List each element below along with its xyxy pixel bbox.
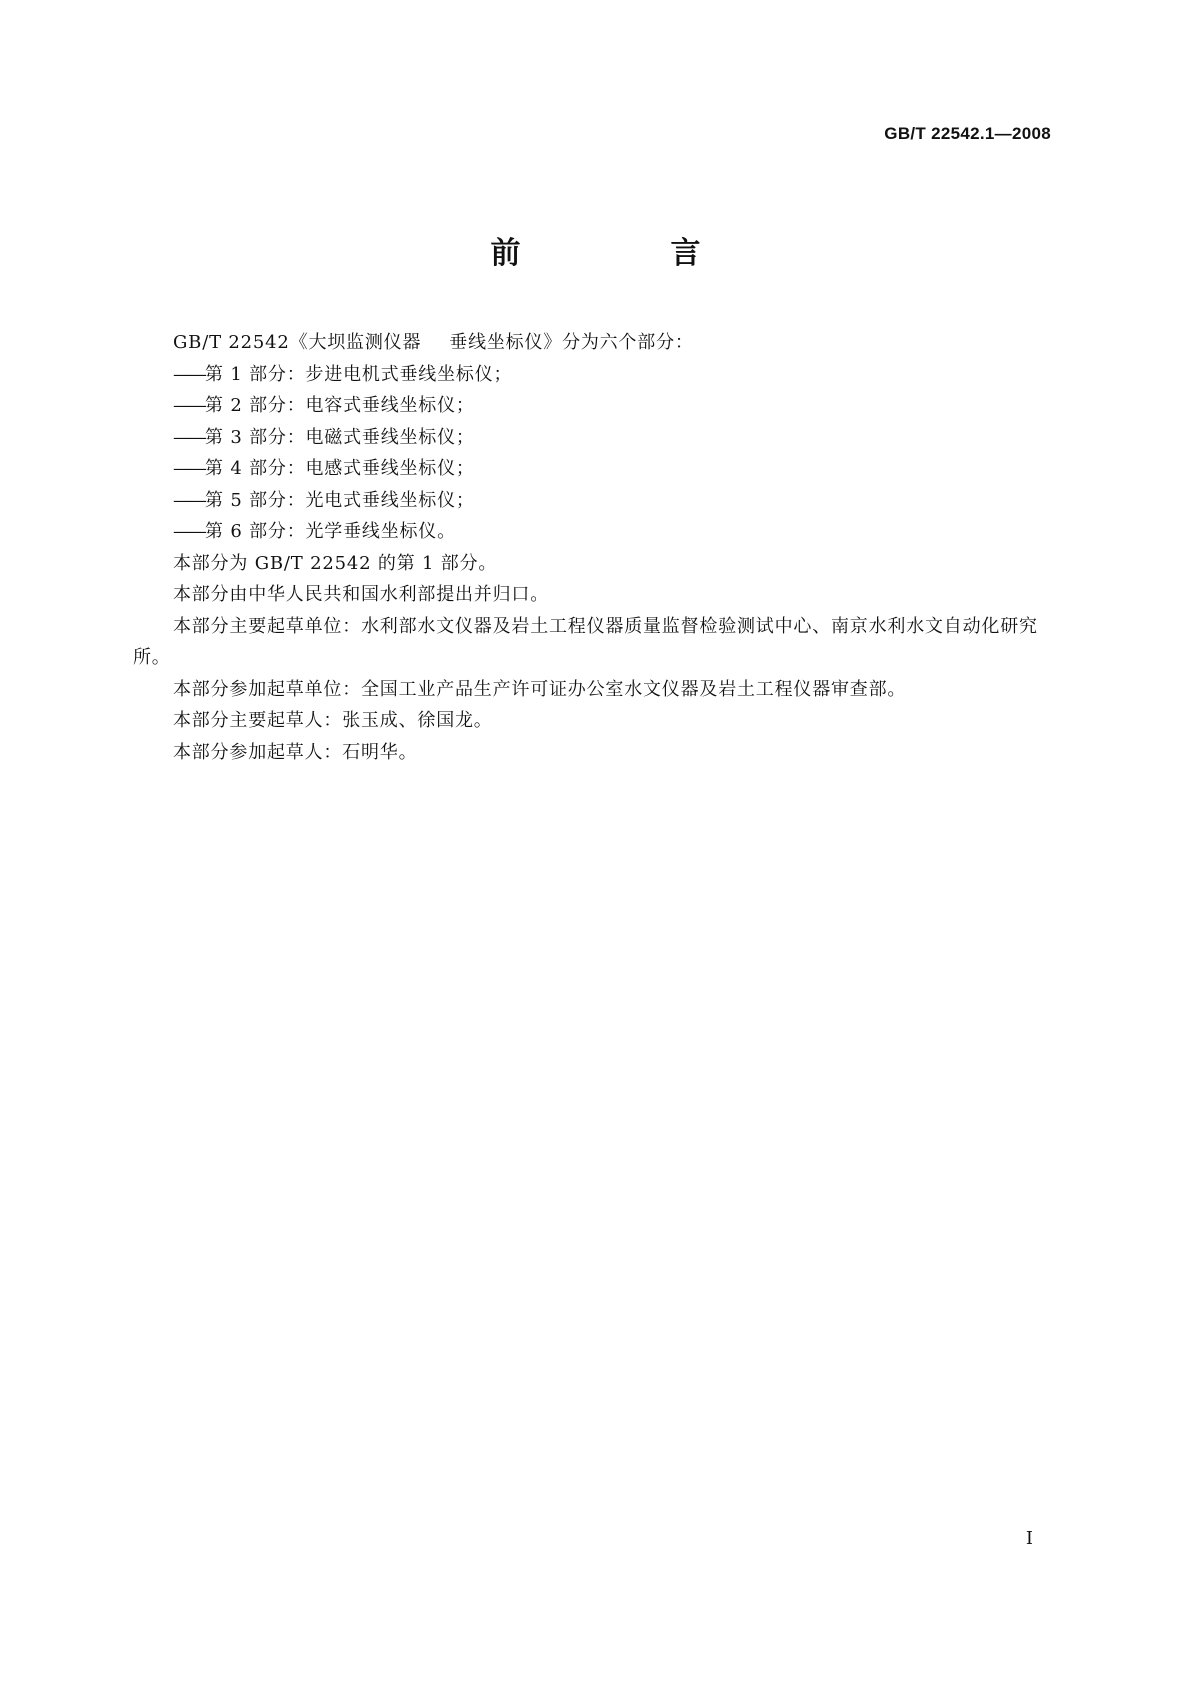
list-item — [133, 453, 1058, 485]
paragraph-part-statement: 本部分为 GB/T 22542 的第 1 部分。 — [173, 552, 498, 574]
list-item — [133, 422, 1058, 454]
intro-prefix: GB/T 22542《大坝监测仪器 — [173, 332, 422, 353]
list-dash: —— — [173, 395, 205, 416]
paragraph-proposer: 本部分由中华人民共和国水利部提出并归口。 — [173, 584, 549, 605]
paragraph-main-drafters: 本部分主要起草人：张玉成、徐国龙。 — [173, 710, 493, 731]
list-item — [133, 359, 1058, 391]
list-item — [133, 390, 1058, 422]
page-number: I — [1025, 1528, 1033, 1549]
paragraph-participating-units: 本部分参加起草单位：全国工业产品生产许可证办公室水文仪器及岩土工程仪器审查部。 — [173, 678, 907, 700]
list-dash: —— — [173, 426, 205, 448]
list-dash: —— — [173, 363, 205, 385]
paragraph-participating-drafters: 本部分参加起草人：石明华。 — [173, 741, 418, 763]
list-item-text: 第 4 部分：电感式垂线坐标仪； — [205, 458, 475, 479]
list-item-text: 第 6 部分：光学垂线坐标仪。 — [205, 521, 456, 542]
standard-code: GB/T 22542.1—2008 — [884, 124, 1051, 143]
list-dash: —— — [173, 521, 205, 542]
paragraph-main-drafting-units: 本部分主要起草单位：水利部水文仪器及岩土工程仪器质量监督检验测试中心、南京水利水文自动化研究所。 — [133, 615, 1038, 668]
list-item-text: 第 2 部分：电容式垂线坐标仪； — [205, 395, 475, 416]
intro-suffix: 垂线坐标仪》分为六个部分： — [449, 332, 694, 353]
page-title: 前 言 — [490, 236, 761, 271]
list-item-text: 第 5 部分：光电式垂线坐标仪； — [205, 489, 475, 511]
intro-paragraph — [133, 327, 1058, 359]
list-dash: —— — [173, 458, 205, 479]
list-item-text: 第 3 部分：电磁式垂线坐标仪； — [205, 426, 475, 448]
foreword-body — [133, 327, 1058, 768]
list-dash: —— — [173, 489, 205, 511]
list-item-text: 第 1 部分：步进电机式垂线坐标仪； — [205, 363, 513, 385]
list-item — [133, 516, 1058, 548]
list-item — [133, 485, 1058, 517]
